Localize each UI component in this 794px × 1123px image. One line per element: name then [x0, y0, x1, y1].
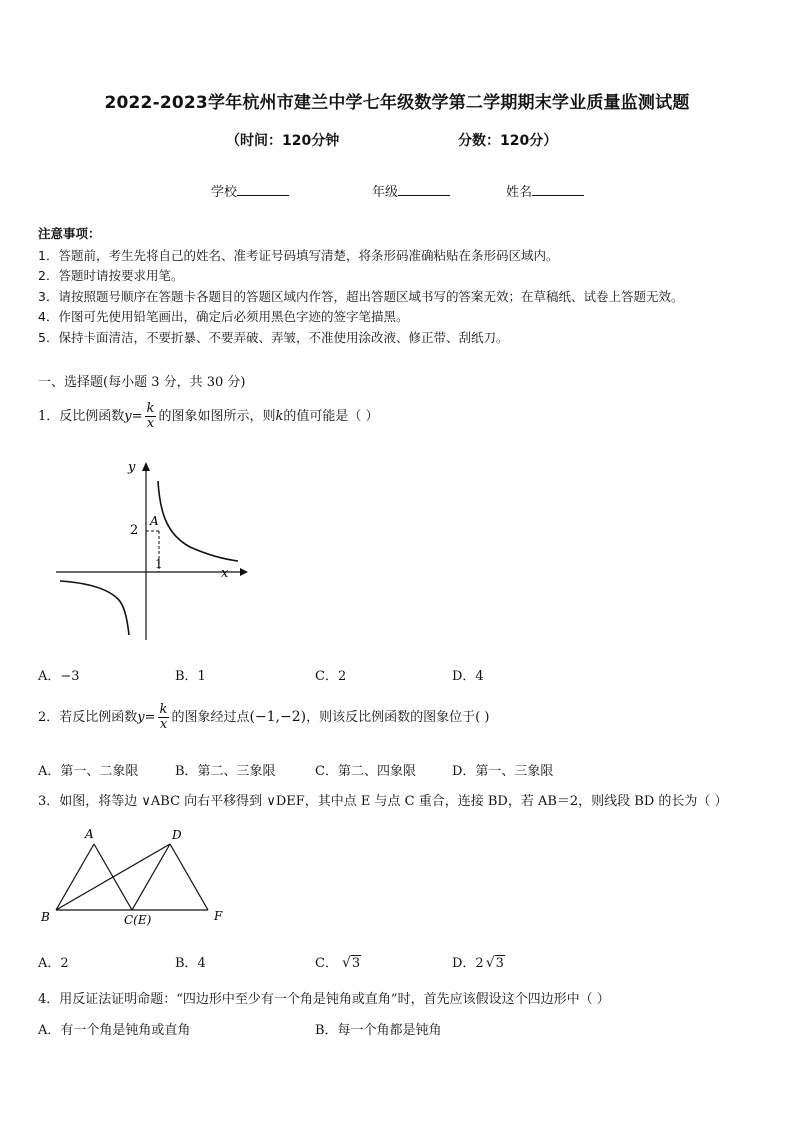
q1-prefix: 1．反比例函数: [38, 409, 125, 424]
section-heading: 一、选择题(每小题 3 分，共 30 分): [38, 375, 246, 390]
q1-y: y: [124, 409, 132, 424]
q2-denominator: x: [159, 717, 168, 732]
q1-denominator: x: [146, 416, 155, 431]
q2-fraction: [158, 703, 170, 732]
q1-mid: 的图象如图所示，则: [158, 409, 276, 424]
q2-suffix: ，则该反比例函数的图象位于( ): [306, 710, 490, 725]
question-3: 3．如图，将等边 ∨ABC 向右平移得到 ∨DEF，其中点 E 与点 C 重合，连接 BD，若 AB＝2，则线段 BD 的长为（ ）: [38, 794, 728, 809]
q2-prefix: 2．若反比例函数: [38, 710, 138, 725]
q3-option-c-sqrt-arg: 3: [351, 956, 361, 971]
q3-option-d-sqrt-arg: 3: [495, 956, 504, 971]
q4-option-a[interactable]: A．有一个角是钝角或直角: [38, 1023, 191, 1038]
y-axis-arrow: [142, 462, 150, 471]
q3-option-d-label: D．2: [452, 956, 484, 971]
q3-option-b[interactable]: B．4: [175, 956, 206, 971]
q2-option-c[interactable]: C．第二、四象限: [315, 764, 416, 779]
q1-option-b[interactable]: B．1: [175, 669, 206, 684]
notice-item: 5．保持卡面清洁，不要折暴、不要弄破、弄皱，不准使用涂改液、修正带、刮纸刀。: [38, 330, 509, 345]
q2-option-d[interactable]: D．第一、三象限: [452, 764, 554, 779]
question-2: [38, 703, 489, 732]
q1-numerator: k: [146, 401, 155, 416]
grade-field: [372, 181, 450, 200]
q1-graph: [50, 455, 250, 645]
notice-item: 4．作图可先使用铅笔画出，确定后必须用黑色字迹的签字笔描黑。: [38, 309, 409, 324]
q3-option-d-sqrt: √3: [485, 955, 504, 971]
q2-y: y: [137, 710, 145, 725]
q2-point: (−1,−2): [249, 709, 307, 725]
name-blank: [532, 183, 584, 196]
label-f: F: [214, 909, 223, 923]
q2-option-b[interactable]: B．第二、三象限: [175, 764, 276, 779]
q3-option-a[interactable]: A．2: [38, 956, 69, 971]
notice-item: 1．答题前，考生先将自己的姓名、准考证号码填写清楚，将条形码准确粘贴在条形码区域内。: [38, 248, 559, 263]
q1-k: k: [275, 409, 284, 424]
q1-fraction: [145, 402, 157, 431]
y-axis-label: y: [128, 460, 136, 475]
exam-time: （时间：120分钟: [226, 133, 340, 149]
q2-mid: 的图象经过点: [171, 710, 250, 725]
q1-option-c[interactable]: C．2: [315, 669, 347, 684]
label-b: B: [41, 910, 50, 924]
q3-option-d[interactable]: [452, 952, 505, 971]
segment-ed: [132, 844, 170, 910]
page-title: 2022-2023学年杭州市建兰中学七年级数学第二学期期末学业质量监测试题: [104, 93, 690, 113]
school-field: [211, 181, 289, 200]
notice-heading: 注意事项：: [38, 226, 101, 241]
question-4: 4．用反证法证明命题：“四边形中至少有一个角是钝角或直角”时，首先应该假设这个四边形中（ ）: [38, 992, 610, 1007]
school-blank: [237, 183, 289, 196]
q2-option-a[interactable]: A．第一、二象限: [38, 764, 139, 779]
notice-item: 2．答题时请按要求用笔。: [38, 268, 184, 283]
curve-branch-q1: [158, 481, 238, 561]
point-a-label: A: [150, 514, 159, 528]
grade-blank: [398, 183, 450, 196]
exam-score: 分数：120分）: [458, 133, 558, 149]
q3-option-c-sqrt: √3: [341, 955, 361, 971]
label-ce: C(E): [124, 913, 152, 927]
q3-option-c-label: C．: [315, 956, 338, 971]
q1-option-a[interactable]: A．−3: [38, 669, 80, 684]
q3-option-c[interactable]: [315, 952, 361, 971]
label-d: D: [172, 828, 182, 842]
question-1: [38, 402, 378, 431]
curve-branch-q3: [60, 581, 129, 635]
grade-label: 年级: [372, 185, 399, 200]
segment-ab: [56, 844, 94, 910]
q1-suffix: 的值可能是（ ）: [283, 409, 379, 424]
q1-option-d[interactable]: D．4: [452, 669, 484, 684]
label-a: A: [85, 827, 94, 841]
name-field: [506, 181, 584, 200]
name-label: 姓名: [506, 185, 533, 200]
notice-item: 3．请按照题号顺序在答题卡各题目的答题区域内作答，超出答题区域书写的答案无效；在草稿纸、试卷上答题无效。: [38, 289, 684, 304]
q4-option-b[interactable]: B．每一个角都是钝角: [315, 1023, 442, 1038]
q2-eq: =: [144, 710, 156, 725]
q3-figure: [36, 824, 236, 930]
x-axis-arrow: [240, 568, 248, 576]
x-axis-label: x: [221, 566, 229, 581]
x-tick-label: 1: [155, 557, 163, 571]
segment-df: [170, 844, 208, 910]
q1-eq: =: [131, 409, 143, 424]
q2-numerator: k: [159, 702, 168, 717]
school-label: 学校: [211, 185, 238, 200]
segment-bd: [56, 844, 170, 910]
y-tick-label: 2: [130, 523, 139, 538]
